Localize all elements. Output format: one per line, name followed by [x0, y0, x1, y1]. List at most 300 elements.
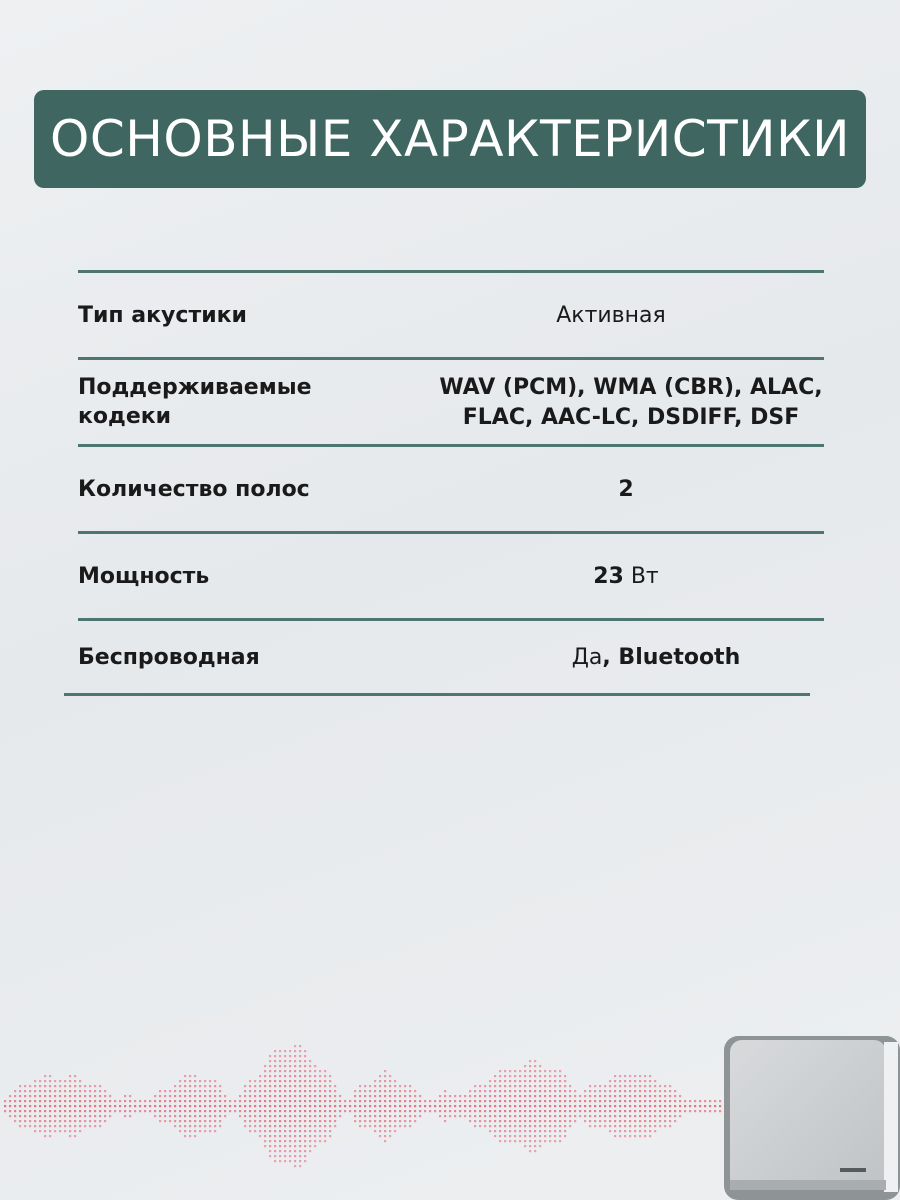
wave-dot: [564, 1075, 566, 1077]
wave-dot: [289, 1065, 291, 1067]
wave-dot: [379, 1115, 381, 1117]
wave-dot: [579, 1095, 581, 1097]
wave-dot: [574, 1120, 576, 1122]
wave-dot: [99, 1120, 101, 1122]
wave-dot: [229, 1110, 231, 1112]
wave-dot: [69, 1100, 71, 1102]
wave-dot: [604, 1085, 606, 1087]
wave-dot: [544, 1080, 546, 1082]
wave-dot: [294, 1100, 296, 1102]
wave-dot: [269, 1120, 271, 1122]
wave-dot: [184, 1085, 186, 1087]
wave-dot: [539, 1100, 541, 1102]
wave-dot: [269, 1090, 271, 1092]
wave-dot: [684, 1105, 686, 1107]
wave-dot: [299, 1090, 301, 1092]
wave-dot: [509, 1135, 511, 1137]
wave-dot: [299, 1165, 301, 1167]
wave-dot: [559, 1110, 561, 1112]
wave-dot: [679, 1110, 681, 1112]
wave-dot: [494, 1080, 496, 1082]
wave-dot: [544, 1090, 546, 1092]
wave-dot: [254, 1095, 256, 1097]
wave-dot: [64, 1120, 66, 1122]
wave-dot: [214, 1080, 216, 1082]
wave-dot: [194, 1100, 196, 1102]
wave-dot: [114, 1105, 116, 1107]
wave-dot: [389, 1090, 391, 1092]
wave-dot: [529, 1095, 531, 1097]
wave-dot: [519, 1100, 521, 1102]
wave-dot: [434, 1110, 436, 1112]
wave-dot: [549, 1080, 551, 1082]
wave-dot: [84, 1095, 86, 1097]
wave-dot: [44, 1090, 46, 1092]
wave-dot: [649, 1080, 651, 1082]
wave-dot: [174, 1085, 176, 1087]
wave-dot: [199, 1080, 201, 1082]
wave-dot: [559, 1125, 561, 1127]
wave-dot: [574, 1110, 576, 1112]
wave-dot: [324, 1135, 326, 1137]
wave-dot: [599, 1110, 601, 1112]
wireless-yes: Да: [571, 645, 603, 671]
wave-dot: [494, 1135, 496, 1137]
wave-dot: [334, 1125, 336, 1127]
wave-dot: [129, 1115, 131, 1117]
wave-dot: [504, 1115, 506, 1117]
wave-dot: [104, 1105, 106, 1107]
wave-dot: [119, 1100, 121, 1102]
wave-dot: [584, 1115, 586, 1117]
wave-dot: [259, 1110, 261, 1112]
wave-dot: [619, 1110, 621, 1112]
wave-dot: [289, 1110, 291, 1112]
wave-dot: [44, 1135, 46, 1137]
wave-dot: [644, 1085, 646, 1087]
wave-dot: [29, 1100, 31, 1102]
wave-dot: [244, 1095, 246, 1097]
wave-dot: [529, 1080, 531, 1082]
wave-dot: [289, 1055, 291, 1057]
wave-dot: [449, 1115, 451, 1117]
wave-dot: [59, 1120, 61, 1122]
spec-value: [398, 562, 824, 592]
wave-dot: [279, 1140, 281, 1142]
wave-dot: [284, 1075, 286, 1077]
wave-dot: [329, 1130, 331, 1132]
wave-dot: [524, 1105, 526, 1107]
wave-dot: [234, 1110, 236, 1112]
wave-dot: [79, 1115, 81, 1117]
wave-dot: [259, 1085, 261, 1087]
wave-dot: [279, 1160, 281, 1162]
wave-dot: [284, 1055, 286, 1057]
wave-dot: [544, 1075, 546, 1077]
wave-dot: [639, 1105, 641, 1107]
wave-dot: [369, 1095, 371, 1097]
wave-dot: [54, 1095, 56, 1097]
wave-dot: [299, 1070, 301, 1072]
wave-dot: [279, 1080, 281, 1082]
wave-dot: [394, 1115, 396, 1117]
wave-dot: [99, 1115, 101, 1117]
wave-dot: [534, 1100, 536, 1102]
wave-dot: [244, 1110, 246, 1112]
wave-dot: [704, 1105, 706, 1107]
wave-dot: [389, 1095, 391, 1097]
wave-dot: [14, 1110, 16, 1112]
wave-dot: [64, 1080, 66, 1082]
wave-dot: [484, 1120, 486, 1122]
wave-dot: [259, 1080, 261, 1082]
wave-dot: [139, 1100, 141, 1102]
wave-dot: [674, 1095, 676, 1097]
wave-dot: [199, 1095, 201, 1097]
wave-dot: [599, 1090, 601, 1092]
wave-dot: [244, 1125, 246, 1127]
wave-dot: [679, 1100, 681, 1102]
wave-dot: [619, 1090, 621, 1092]
wave-dot: [294, 1085, 296, 1087]
wave-dot: [324, 1110, 326, 1112]
wave-dot: [274, 1160, 276, 1162]
wave-dot: [659, 1105, 661, 1107]
wave-dot: [654, 1120, 656, 1122]
wave-dot: [334, 1120, 336, 1122]
wave-dot: [509, 1075, 511, 1077]
wave-dot: [344, 1105, 346, 1107]
wave-dot: [524, 1125, 526, 1127]
wave-dot: [669, 1105, 671, 1107]
wave-dot: [614, 1100, 616, 1102]
wave-dot: [409, 1115, 411, 1117]
wave-dot: [194, 1105, 196, 1107]
wave-dot: [624, 1120, 626, 1122]
wave-dot: [649, 1095, 651, 1097]
wave-dot: [709, 1105, 711, 1107]
wave-dot: [624, 1115, 626, 1117]
wave-dot: [84, 1105, 86, 1107]
wave-dot: [674, 1120, 676, 1122]
wave-dot: [234, 1100, 236, 1102]
wave-dot: [624, 1110, 626, 1112]
wave-dot: [314, 1135, 316, 1137]
wave-dot: [284, 1120, 286, 1122]
wave-dot: [689, 1105, 691, 1107]
wave-dot: [304, 1060, 306, 1062]
wave-dot: [49, 1105, 51, 1107]
wave-dot: [224, 1115, 226, 1117]
wave-dot: [509, 1080, 511, 1082]
wave-dot: [19, 1085, 21, 1087]
wave-dot: [94, 1115, 96, 1117]
wave-dot: [84, 1100, 86, 1102]
wave-dot: [499, 1100, 501, 1102]
wave-dot: [634, 1110, 636, 1112]
wave-dot: [374, 1115, 376, 1117]
wave-dot: [284, 1125, 286, 1127]
wave-dot: [339, 1115, 341, 1117]
wave-dot: [549, 1095, 551, 1097]
wave-dot: [304, 1160, 306, 1162]
wave-dot: [494, 1100, 496, 1102]
wave-dot: [159, 1095, 161, 1097]
wave-dot: [294, 1145, 296, 1147]
wave-dot: [19, 1120, 21, 1122]
wave-dot: [714, 1105, 716, 1107]
wave-dot: [279, 1070, 281, 1072]
wave-dot: [564, 1085, 566, 1087]
wave-dot: [289, 1070, 291, 1072]
wave-dot: [34, 1130, 36, 1132]
wave-dot: [104, 1090, 106, 1092]
wave-dot: [409, 1100, 411, 1102]
wave-dot: [29, 1110, 31, 1112]
wave-dot: [84, 1110, 86, 1112]
wave-dot: [274, 1130, 276, 1132]
wave-dot: [429, 1110, 431, 1112]
wave-dot: [389, 1110, 391, 1112]
wave-dot: [604, 1125, 606, 1127]
wave-dot: [374, 1095, 376, 1097]
wave-dot: [544, 1105, 546, 1107]
wave-dot: [499, 1135, 501, 1137]
wave-dot: [274, 1105, 276, 1107]
wave-dot: [204, 1085, 206, 1087]
wave-dot: [304, 1065, 306, 1067]
wave-dot: [329, 1100, 331, 1102]
wave-dot: [504, 1100, 506, 1102]
wave-dot: [264, 1125, 266, 1127]
wave-dot: [124, 1105, 126, 1107]
wave-dot: [274, 1050, 276, 1052]
wave-dot: [479, 1090, 481, 1092]
wave-dot: [509, 1070, 511, 1072]
wave-dot: [574, 1115, 576, 1117]
wave-dot: [309, 1080, 311, 1082]
table-divider: [78, 531, 824, 534]
wave-dot: [494, 1115, 496, 1117]
wave-dot: [554, 1125, 556, 1127]
wave-dot: [304, 1070, 306, 1072]
wave-dot: [304, 1110, 306, 1112]
wave-dot: [494, 1095, 496, 1097]
wave-dot: [254, 1125, 256, 1127]
wave-dot: [74, 1100, 76, 1102]
wave-dot: [639, 1075, 641, 1077]
wave-dot: [624, 1095, 626, 1097]
wave-dot: [334, 1100, 336, 1102]
wave-dot: [289, 1050, 291, 1052]
wave-dot: [524, 1095, 526, 1097]
wave-dot: [254, 1090, 256, 1092]
wave-dot: [129, 1095, 131, 1097]
wave-dot: [554, 1070, 556, 1072]
wave-dot: [614, 1090, 616, 1092]
wave-dot: [649, 1135, 651, 1137]
wave-dot: [269, 1130, 271, 1132]
wave-dot: [89, 1100, 91, 1102]
wave-dot: [354, 1090, 356, 1092]
wave-dot: [324, 1120, 326, 1122]
wave-dot: [644, 1120, 646, 1122]
wave-dot: [9, 1100, 11, 1102]
wave-dot: [399, 1090, 401, 1092]
wave-dot: [564, 1130, 566, 1132]
wave-dot: [394, 1130, 396, 1132]
wave-dot: [414, 1095, 416, 1097]
wave-dot: [674, 1100, 676, 1102]
wave-dot: [529, 1085, 531, 1087]
wave-dot: [634, 1085, 636, 1087]
wave-dot: [44, 1115, 46, 1117]
wave-dot: [274, 1115, 276, 1117]
wave-dot: [379, 1120, 381, 1122]
wave-dot: [219, 1105, 221, 1107]
wave-dot: [359, 1090, 361, 1092]
wave-dot: [384, 1080, 386, 1082]
wave-dot: [594, 1100, 596, 1102]
wave-dot: [39, 1120, 41, 1122]
wave-dot: [204, 1100, 206, 1102]
wave-dot: [289, 1095, 291, 1097]
wave-dot: [264, 1095, 266, 1097]
wave-dot: [684, 1100, 686, 1102]
wave-dot: [259, 1075, 261, 1077]
wave-dot: [434, 1105, 436, 1107]
wave-dot: [469, 1110, 471, 1112]
wave-dot: [469, 1120, 471, 1122]
wave-dot: [79, 1095, 81, 1097]
wave-dot: [624, 1135, 626, 1137]
wave-dot: [249, 1120, 251, 1122]
wave-dot: [109, 1100, 111, 1102]
wave-dot: [114, 1100, 116, 1102]
wave-dot: [274, 1140, 276, 1142]
wave-dot: [519, 1130, 521, 1132]
wave-dot: [654, 1100, 656, 1102]
wave-dot: [494, 1130, 496, 1132]
wave-dot: [264, 1145, 266, 1147]
wave-dot: [649, 1120, 651, 1122]
wave-dot: [539, 1085, 541, 1087]
wave-dot: [649, 1115, 651, 1117]
wave-dot: [544, 1125, 546, 1127]
wave-dot: [454, 1115, 456, 1117]
wave-dot: [79, 1085, 81, 1087]
wave-dot: [34, 1105, 36, 1107]
wave-dot: [54, 1110, 56, 1112]
wave-dot: [339, 1100, 341, 1102]
wave-dot: [269, 1155, 271, 1157]
wave-dot: [184, 1090, 186, 1092]
wave-dot: [384, 1110, 386, 1112]
wave-dot: [89, 1095, 91, 1097]
wave-dot: [274, 1145, 276, 1147]
wave-dot: [354, 1120, 356, 1122]
wave-dot: [614, 1135, 616, 1137]
wave-dot: [624, 1080, 626, 1082]
wave-dot: [44, 1130, 46, 1132]
wave-dot: [384, 1140, 386, 1142]
wave-dot: [59, 1085, 61, 1087]
wave-dot: [214, 1085, 216, 1087]
wave-dot: [609, 1085, 611, 1087]
wave-dot: [489, 1090, 491, 1092]
wave-dot: [604, 1095, 606, 1097]
wave-dot: [334, 1105, 336, 1107]
wave-dot: [279, 1135, 281, 1137]
wave-dot: [269, 1125, 271, 1127]
wave-dot: [369, 1125, 371, 1127]
wave-dot: [639, 1080, 641, 1082]
wave-dot: [489, 1130, 491, 1132]
wave-dot: [389, 1105, 391, 1107]
wave-dot: [599, 1115, 601, 1117]
wave-dot: [274, 1090, 276, 1092]
wave-dot: [364, 1120, 366, 1122]
wave-dot: [294, 1050, 296, 1052]
wave-dot: [634, 1080, 636, 1082]
wave-dot: [539, 1140, 541, 1142]
wave-dot: [539, 1080, 541, 1082]
wave-dot: [219, 1090, 221, 1092]
wave-dot: [494, 1105, 496, 1107]
wave-dot: [664, 1120, 666, 1122]
wave-dot: [159, 1090, 161, 1092]
wave-dot: [354, 1105, 356, 1107]
wave-dot: [334, 1115, 336, 1117]
wave-dot: [304, 1155, 306, 1157]
wave-dot: [239, 1110, 241, 1112]
wave-dot: [279, 1055, 281, 1057]
wave-dot: [204, 1115, 206, 1117]
wave-dot: [549, 1140, 551, 1142]
wave-dot: [394, 1100, 396, 1102]
wave-dot: [29, 1085, 31, 1087]
wave-dot: [399, 1125, 401, 1127]
wave-dot: [109, 1095, 111, 1097]
wave-dot: [504, 1110, 506, 1112]
spec-row-bands: [78, 448, 824, 532]
wave-dot: [359, 1120, 361, 1122]
wave-dot: [94, 1125, 96, 1127]
wave-dot: [524, 1140, 526, 1142]
wave-dot: [179, 1090, 181, 1092]
wave-dot: [189, 1120, 191, 1122]
wave-dot: [294, 1125, 296, 1127]
wave-dot: [54, 1100, 56, 1102]
wave-dot: [174, 1120, 176, 1122]
wave-dot: [649, 1125, 651, 1127]
wave-dot: [284, 1090, 286, 1092]
wave-dot: [669, 1090, 671, 1092]
wave-dot: [274, 1120, 276, 1122]
wave-dot: [674, 1090, 676, 1092]
wave-dot: [444, 1110, 446, 1112]
wave-dot: [614, 1105, 616, 1107]
wave-dot: [444, 1090, 446, 1092]
wave-dot: [589, 1100, 591, 1102]
wave-dot: [284, 1105, 286, 1107]
wave-dot: [304, 1130, 306, 1132]
wave-dot: [99, 1090, 101, 1092]
wave-dot: [249, 1115, 251, 1117]
wave-dot: [244, 1115, 246, 1117]
wave-dot: [304, 1145, 306, 1147]
wave-dot: [489, 1085, 491, 1087]
